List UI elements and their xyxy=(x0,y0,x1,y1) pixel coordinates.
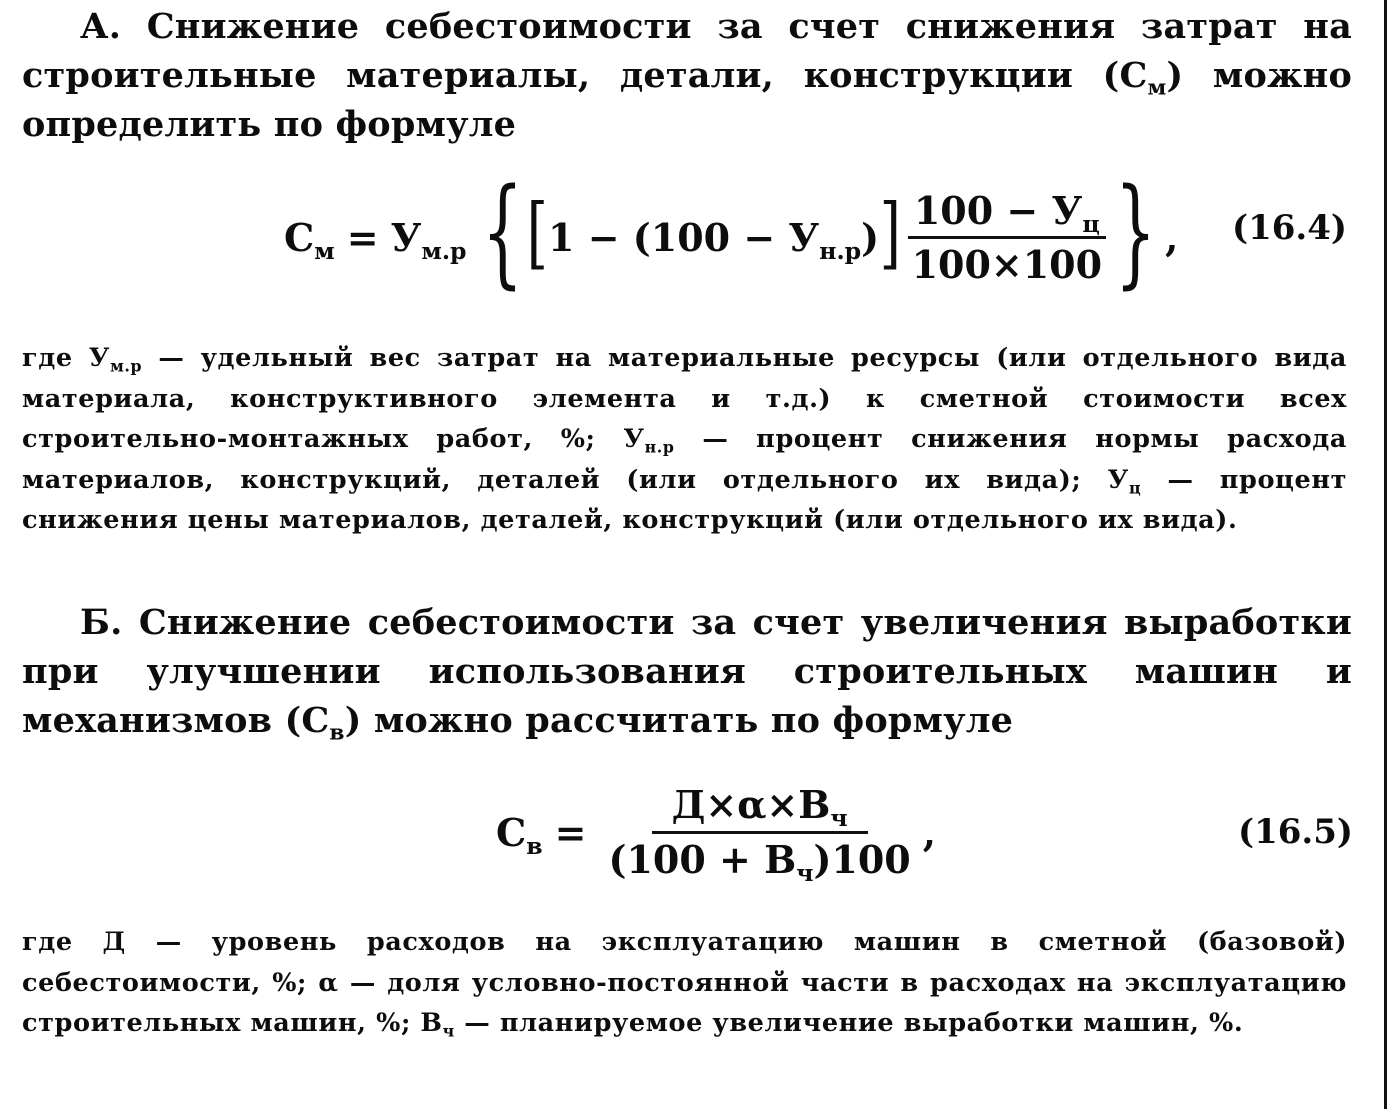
formula-a-denominator: 100×100 xyxy=(911,241,1103,287)
formula-a-right-brace: } xyxy=(1114,162,1157,300)
formula-a-comma: , xyxy=(1165,214,1179,260)
formula-a-factor: $У_{м.р}$ xyxy=(390,214,467,265)
formula-b-denominator: $(100 + В_ч)100$ xyxy=(608,837,911,888)
formula-a-fraction xyxy=(906,188,1108,287)
formula-b-comma: , xyxy=(922,809,936,855)
explanation-b: где Д — уровень расходов на эксплуатацию машин в сметной (базовой) себестоимости, %; α — доля условно-постоянной части в расходах на эксплуатацию строительных машин, %; $В_ч$ — планируемое увеличение выработки машин, %. xyxy=(22,927,1347,1041)
formula-a-lhs: $С_м$ xyxy=(284,214,335,265)
formula-a-left-bracket: [ xyxy=(526,188,548,278)
formula-16-5 xyxy=(496,772,936,892)
formula-b-fraction xyxy=(602,782,916,888)
equation-number-16-5: (16.5) xyxy=(1238,812,1353,852)
section-b-heading-subscript: в xyxy=(329,720,345,746)
section-a-heading-subscript: м xyxy=(1147,75,1167,101)
formula-a-left-brace: { xyxy=(481,162,523,300)
formula-a-right-bracket: ] xyxy=(879,188,901,278)
formula-a-equals: = xyxy=(346,214,379,260)
formula-b-lhs: $С_в$ xyxy=(496,809,543,860)
section-a-heading-tail: ) можно определить по формуле xyxy=(22,55,1352,145)
section-b-heading-tail: ) можно рассчитать по формуле xyxy=(344,700,1014,741)
formula-b-equals: = xyxy=(554,809,587,855)
section-a-heading-text: А. Снижение себестоимости за счет снижения затрат на строительные материалы, детали, конструкции (С xyxy=(22,6,1352,96)
formula-16-4 xyxy=(284,162,1179,302)
formula-b-numerator: $Д\times\alpha\times В_ч$ xyxy=(652,782,868,834)
section-b-heading-text: Б. Снижение себестоимости за счет увеличения выработки при улучшении использования строительных машин и механизмов (С xyxy=(22,602,1352,741)
equation-number-16-4: (16.4) xyxy=(1232,208,1347,248)
formula-a-numerator: $100 - У_ц$ xyxy=(908,188,1106,239)
explanation-a: где $У_{м.р}$ — удельный вес затрат на материальные ресурсы (или отдельного вида материала, конструктивного элемента и т.д.) к сметной стоимости всех строительно-монтажных работ, %; $У_{н.р}$ — процент снижения нормы расхода материалов, конструкций, деталей (или отдельного их вида); $У_ц$ — процент снижения цены материалов, деталей, конструкций (или отдельного их вида). xyxy=(22,343,1347,535)
section-b-heading xyxy=(22,598,1352,745)
formula-a-inner: $1 - (100 - У_{н.р})$ xyxy=(548,214,880,265)
section-a-heading xyxy=(22,2,1352,149)
